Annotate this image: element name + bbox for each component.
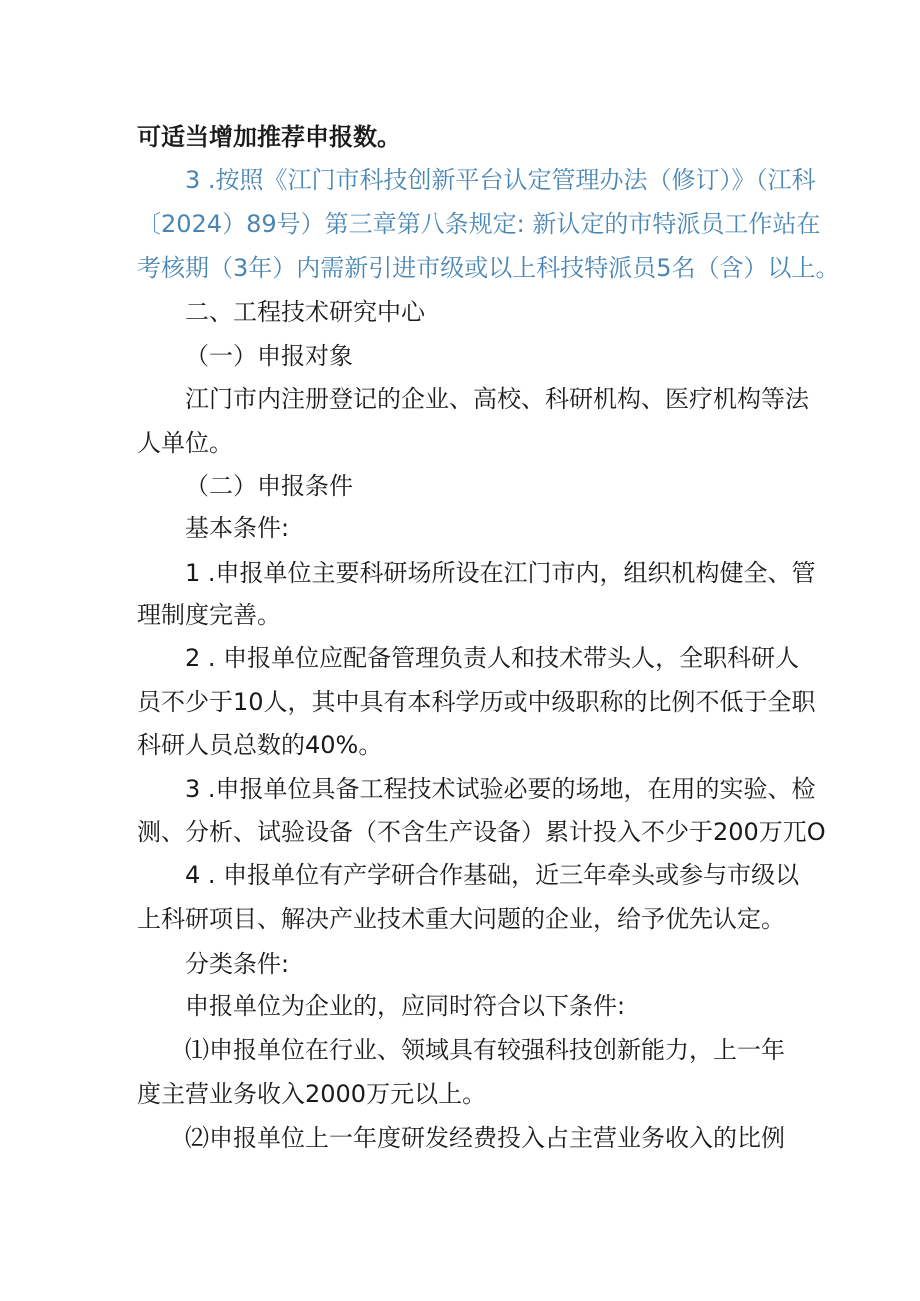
paragraph-line: 江门市内注册登记的企业、高校、科研机构、医疗机构等法 xyxy=(185,385,809,413)
label-basic-conditions: 基本条件: xyxy=(185,514,290,542)
paragraph-line: 人单位。 xyxy=(137,429,233,457)
subsection-heading: （二）申报条件 xyxy=(185,472,353,500)
paragraph-line: 3 .申报单位具备工程技术试验必要的场地，在用的实验、检 xyxy=(185,775,816,803)
paragraph-line: 理制度完善。 xyxy=(137,601,281,629)
text-line-item-3-highlight: 3 .按照《江门市科技创新平台认定管理办法（修订）》（江科 xyxy=(185,166,816,194)
label-category-conditions: 分类条件: xyxy=(185,950,290,978)
text-line-item-3-highlight: 〔2024）89号）第三章第八条规定: 新认定的市特派员工作站在 xyxy=(137,210,821,238)
paragraph-line: 2 . 申报单位应配备管理负责人和技术带头人，全职科研人 xyxy=(185,644,800,672)
paragraph-line: 员不少于10人，其中具有本科学历或中级职称的比例不低于全职 xyxy=(137,688,816,716)
paragraph-line: 4 . 申报单位有产学研合作基础，近三年牵头或参与市级以 xyxy=(185,861,800,889)
text-line-continuation: 可适当增加推荐申报数。 xyxy=(137,123,401,151)
paragraph-line: 申报单位为企业的，应同时符合以下条件: xyxy=(185,992,626,1020)
paragraph-line: 测、分析、试验设备（不含生产设备）累计投入不少于200万兀O xyxy=(137,818,826,846)
paragraph-line: ⑵申报单位上一年度研发经费投入占主营业务收入的比例 xyxy=(185,1124,785,1152)
subsection-heading: （一）申报对象 xyxy=(185,342,353,370)
paragraph-line: 度主营业务收入2000万元以上。 xyxy=(137,1080,487,1108)
paragraph-line: 1 .申报单位主要科研场所设在江门市内，组织机构健全、管 xyxy=(185,559,816,587)
section-heading: 二、工程技术研究中心 xyxy=(185,298,425,326)
paragraph-line: 上科研项目、解决产业技术重大问题的企业，给予优先认定。 xyxy=(137,905,785,933)
paragraph-line: ⑴申报单位在行业、领域具有较强科技创新能力，上一年 xyxy=(185,1036,785,1064)
text-line-item-3-highlight: 考核期（3年）内需新引进市级或以上科技特派员5名（含）以上。 xyxy=(137,254,840,282)
paragraph-line: 科研人员总数的40%。 xyxy=(137,731,383,759)
